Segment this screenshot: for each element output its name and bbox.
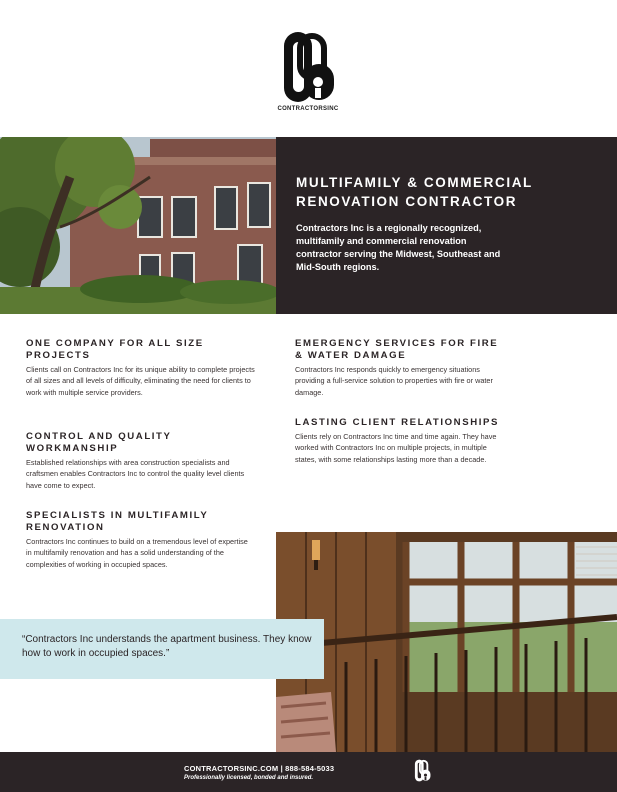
footer-contact[interactable]: CONTRACTORSINC.COM | 888-584-5033 — [184, 764, 335, 773]
hero-intro: Contractors Inc is a regionally recognized, multifamily and commercial renovation contractor serving the Midwest, Southeast and Mid-South regions. — [296, 223, 501, 272]
building-exterior-photo — [0, 137, 276, 314]
logo-caption: CONTRACTORSINC — [277, 106, 339, 112]
section-body: Clients call on Contractors Inc for its unique ability to complete projects of all sizes and all levels of difficulty, eliminating the need for clients to work with multiple service providers. — [26, 365, 255, 397]
section-specialists — [26, 510, 251, 570]
section-heading: CONTROL AND QUALITY WORKMANSHIP — [26, 431, 172, 454]
section-heading: LASTING CLIENT RELATIONSHIPS — [295, 417, 499, 428]
section-heading: SPECIALISTS IN MULTIFAMILY RENOVATION — [26, 510, 209, 533]
footer-logo — [413, 759, 433, 787]
section-emergency-services — [295, 338, 505, 398]
footer — [0, 752, 617, 792]
section-control-quality — [26, 431, 251, 491]
section-one-company — [26, 338, 256, 398]
section-heading: EMERGENCY SERVICES FOR FIRE & WATER DAMAGE — [295, 338, 499, 361]
section-body: Established relationships with area construction specialists and craftsmen enables Contractors Inc to control the quality level clients have come to expect. — [26, 458, 245, 490]
section-body: Clients rely on Contractors Inc time and time again. They have worked with Contractors Inc on multiple projects, in multiple states, with some relationships lasting more than a decade. — [295, 432, 497, 464]
testimonial-box — [0, 619, 324, 679]
hero-title: MULTIFAMILY & COMMERCIAL RENOVATION CONTRACTOR — [296, 175, 533, 209]
section-body: Contractors Inc continues to build on a tremendous level of expertise in multifamily renovation and has a solid understanding of the complexities of working in occupied spaces. — [26, 537, 248, 569]
section-client-relationships — [295, 417, 510, 465]
section-body: Contractors Inc responds quickly to emergency situations providing a full-service solution to properties with fire or water damage. — [295, 365, 493, 397]
interior-photo — [276, 532, 617, 752]
testimonial-quote: “Contractors Inc understands the apartment business. They know how to work in occupied spaces.” — [22, 634, 312, 659]
section-heading: ONE COMPANY FOR ALL SIZE PROJECTS — [26, 338, 204, 361]
footer-tagline: Professionally licensed, bonded and insured. — [184, 775, 314, 781]
hero-panel — [276, 137, 617, 314]
